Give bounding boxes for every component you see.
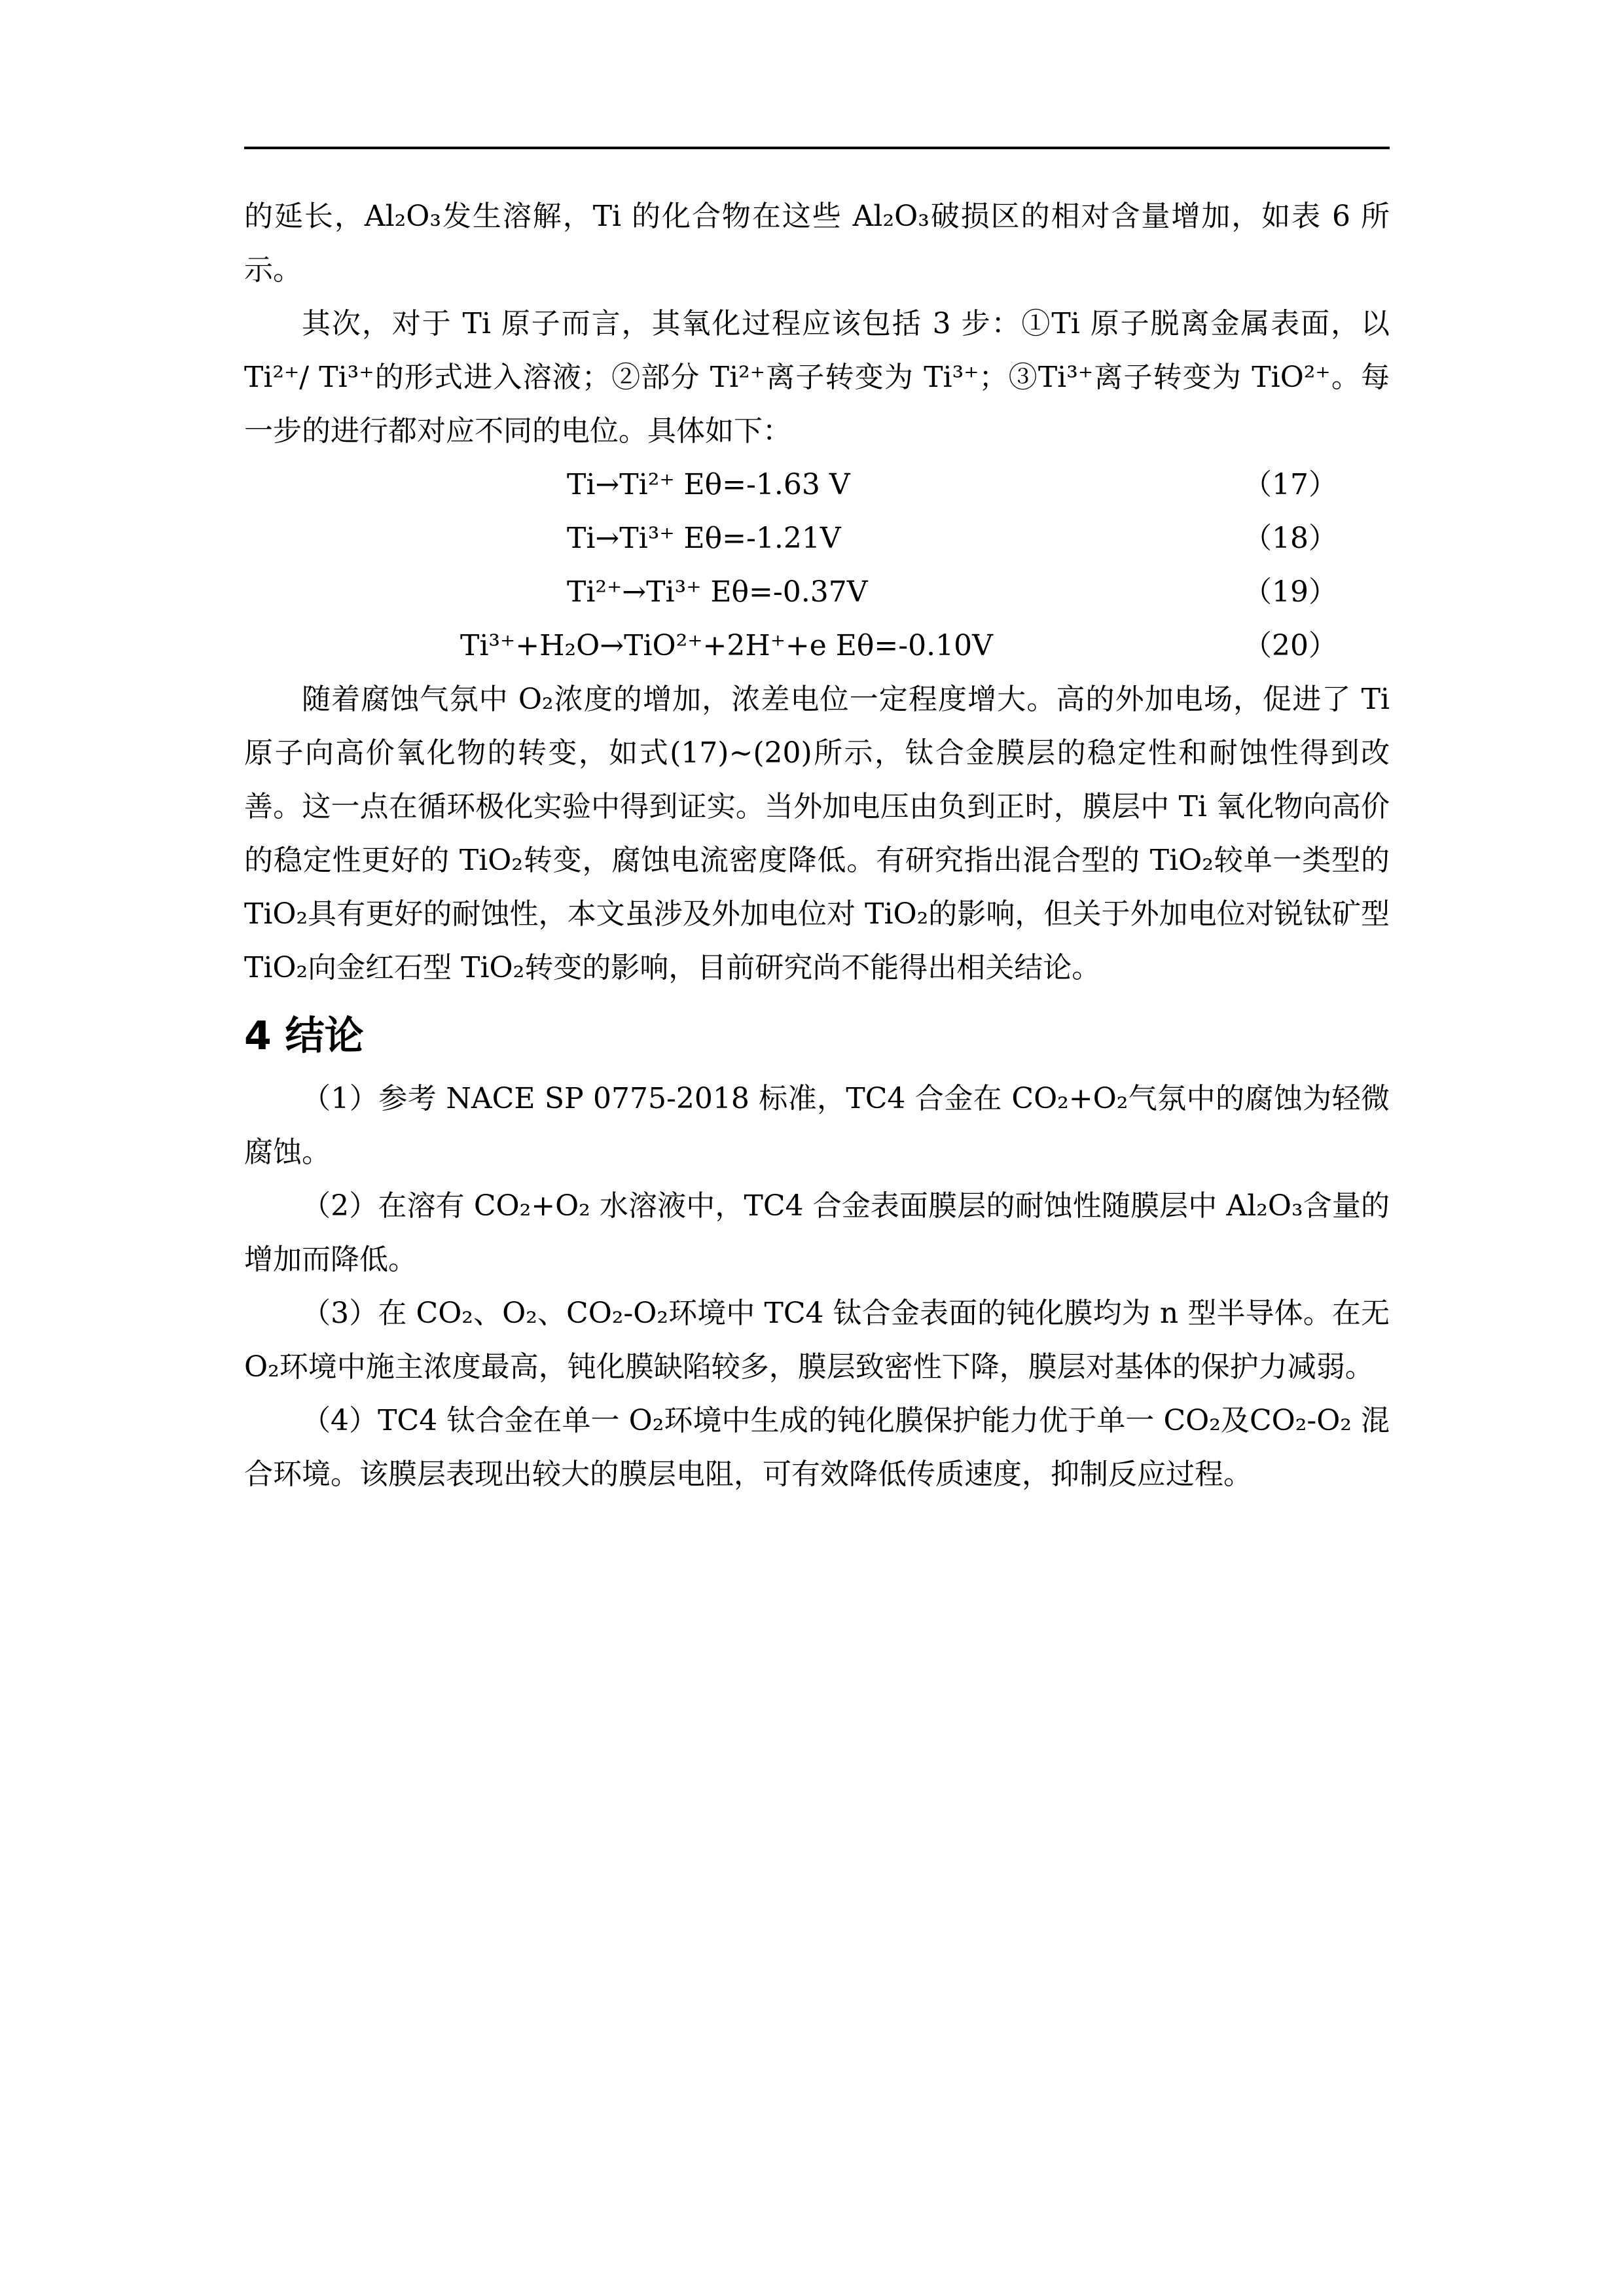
paragraph-discussion: 随着腐蚀气氛中 O₂浓度的增加，浓差电位一定程度增大。高的外加电场，促进了 Ti 原子向高价氧化物的转变，如式(17)~(20)所示，钛合金膜层的稳定性和耐蚀性得到改善。这一点在循环极化实验中得到证实。当外加电压由负到正时，膜层中 Ti 氧化物向高价的稳定性更好的 TiO₂转变，腐蚀电流密度降低。有研究指出混合型的 TiO₂较单一类型的 TiO₂具有更好的耐蚀性，本文虽涉及外加电位对 TiO₂的影响，但关于外加电位对锐钛矿型 TiO₂向金红石型 TiO₂转变的影响，目前研究尚不能得出相关结论。 [244, 683, 1390, 984]
conclusion-item-3: （3）在 CO₂、O₂、CO₂-O₂环境中 TC4 钛合金表面的钝化膜均为 n 型半导体。在无 O₂环境中施主浓度最高，钝化膜缺陷较多，膜层致密性下降，膜层对基体的保护力减弱。 [244, 1297, 1390, 1384]
equation-19-number: （19） [1243, 575, 1337, 609]
page-body [244, 190, 1390, 1501]
equation-17-formula: Ti→Ti²⁺ Eθ=-1.63 V [567, 468, 850, 501]
conclusion-item-4: （4）TC4 钛合金在单一 O₂环境中生成的钝化膜保护能力优于单一 CO₂及CO₂-O₂ 混合环境。该膜层表现出较大的膜层电阻，可有效降低传质速度，抑制反应过程。 [244, 1404, 1390, 1491]
equation-18 [244, 512, 1390, 565]
equation-20-number: （20） [1243, 629, 1337, 662]
paragraph-oxidation-steps: 其次，对于 Ti 原子而言，其氧化过程应该包括 3 步：①Ti 原子脱离金属表面，以 Ti²⁺/ Ti³⁺的形式进入溶液；②部分 Ti²⁺离子转变为 Ti³⁺；③Ti³⁺离子转变为 TiO²⁺。每一步的进行都对应不同的电位。具体如下： [244, 307, 1390, 448]
paragraph-continued: 的延长，Al₂O₃发生溶解，Ti 的化合物在这些 Al₂O₃破损区的相对含量增加，如表 6 所示。 [244, 200, 1390, 287]
equation-19-formula: Ti²⁺→Ti³⁺ Eθ=-0.37V [567, 575, 868, 609]
conclusion-item-1: （1）参考 NACE SP 0775-2018 标准，TC4 合金在 CO₂+O₂气氛中的腐蚀为轻微腐蚀。 [244, 1082, 1390, 1169]
equation-17-number: （17） [1243, 468, 1337, 501]
equation-20-formula: Ti³⁺+H₂O→TiO²⁺+2H⁺+e Eθ=-0.10V [460, 629, 993, 662]
conclusion-item-2: （2）在溶有 CO₂+O₂ 水溶液中，TC4 合金表面膜层的耐蚀性随膜层中 Al₂O₃含量的增加而降低。 [244, 1189, 1390, 1276]
equation-18-number: （18） [1243, 522, 1337, 555]
equation-17 [244, 458, 1390, 512]
equation-20 [244, 619, 1390, 673]
header-rule [244, 147, 1390, 149]
equation-19 [244, 565, 1390, 619]
section-heading-conclusion: 4 结论 [244, 1013, 364, 1059]
equation-18-formula: Ti→Ti³⁺ Eθ=-1.21V [567, 522, 841, 555]
